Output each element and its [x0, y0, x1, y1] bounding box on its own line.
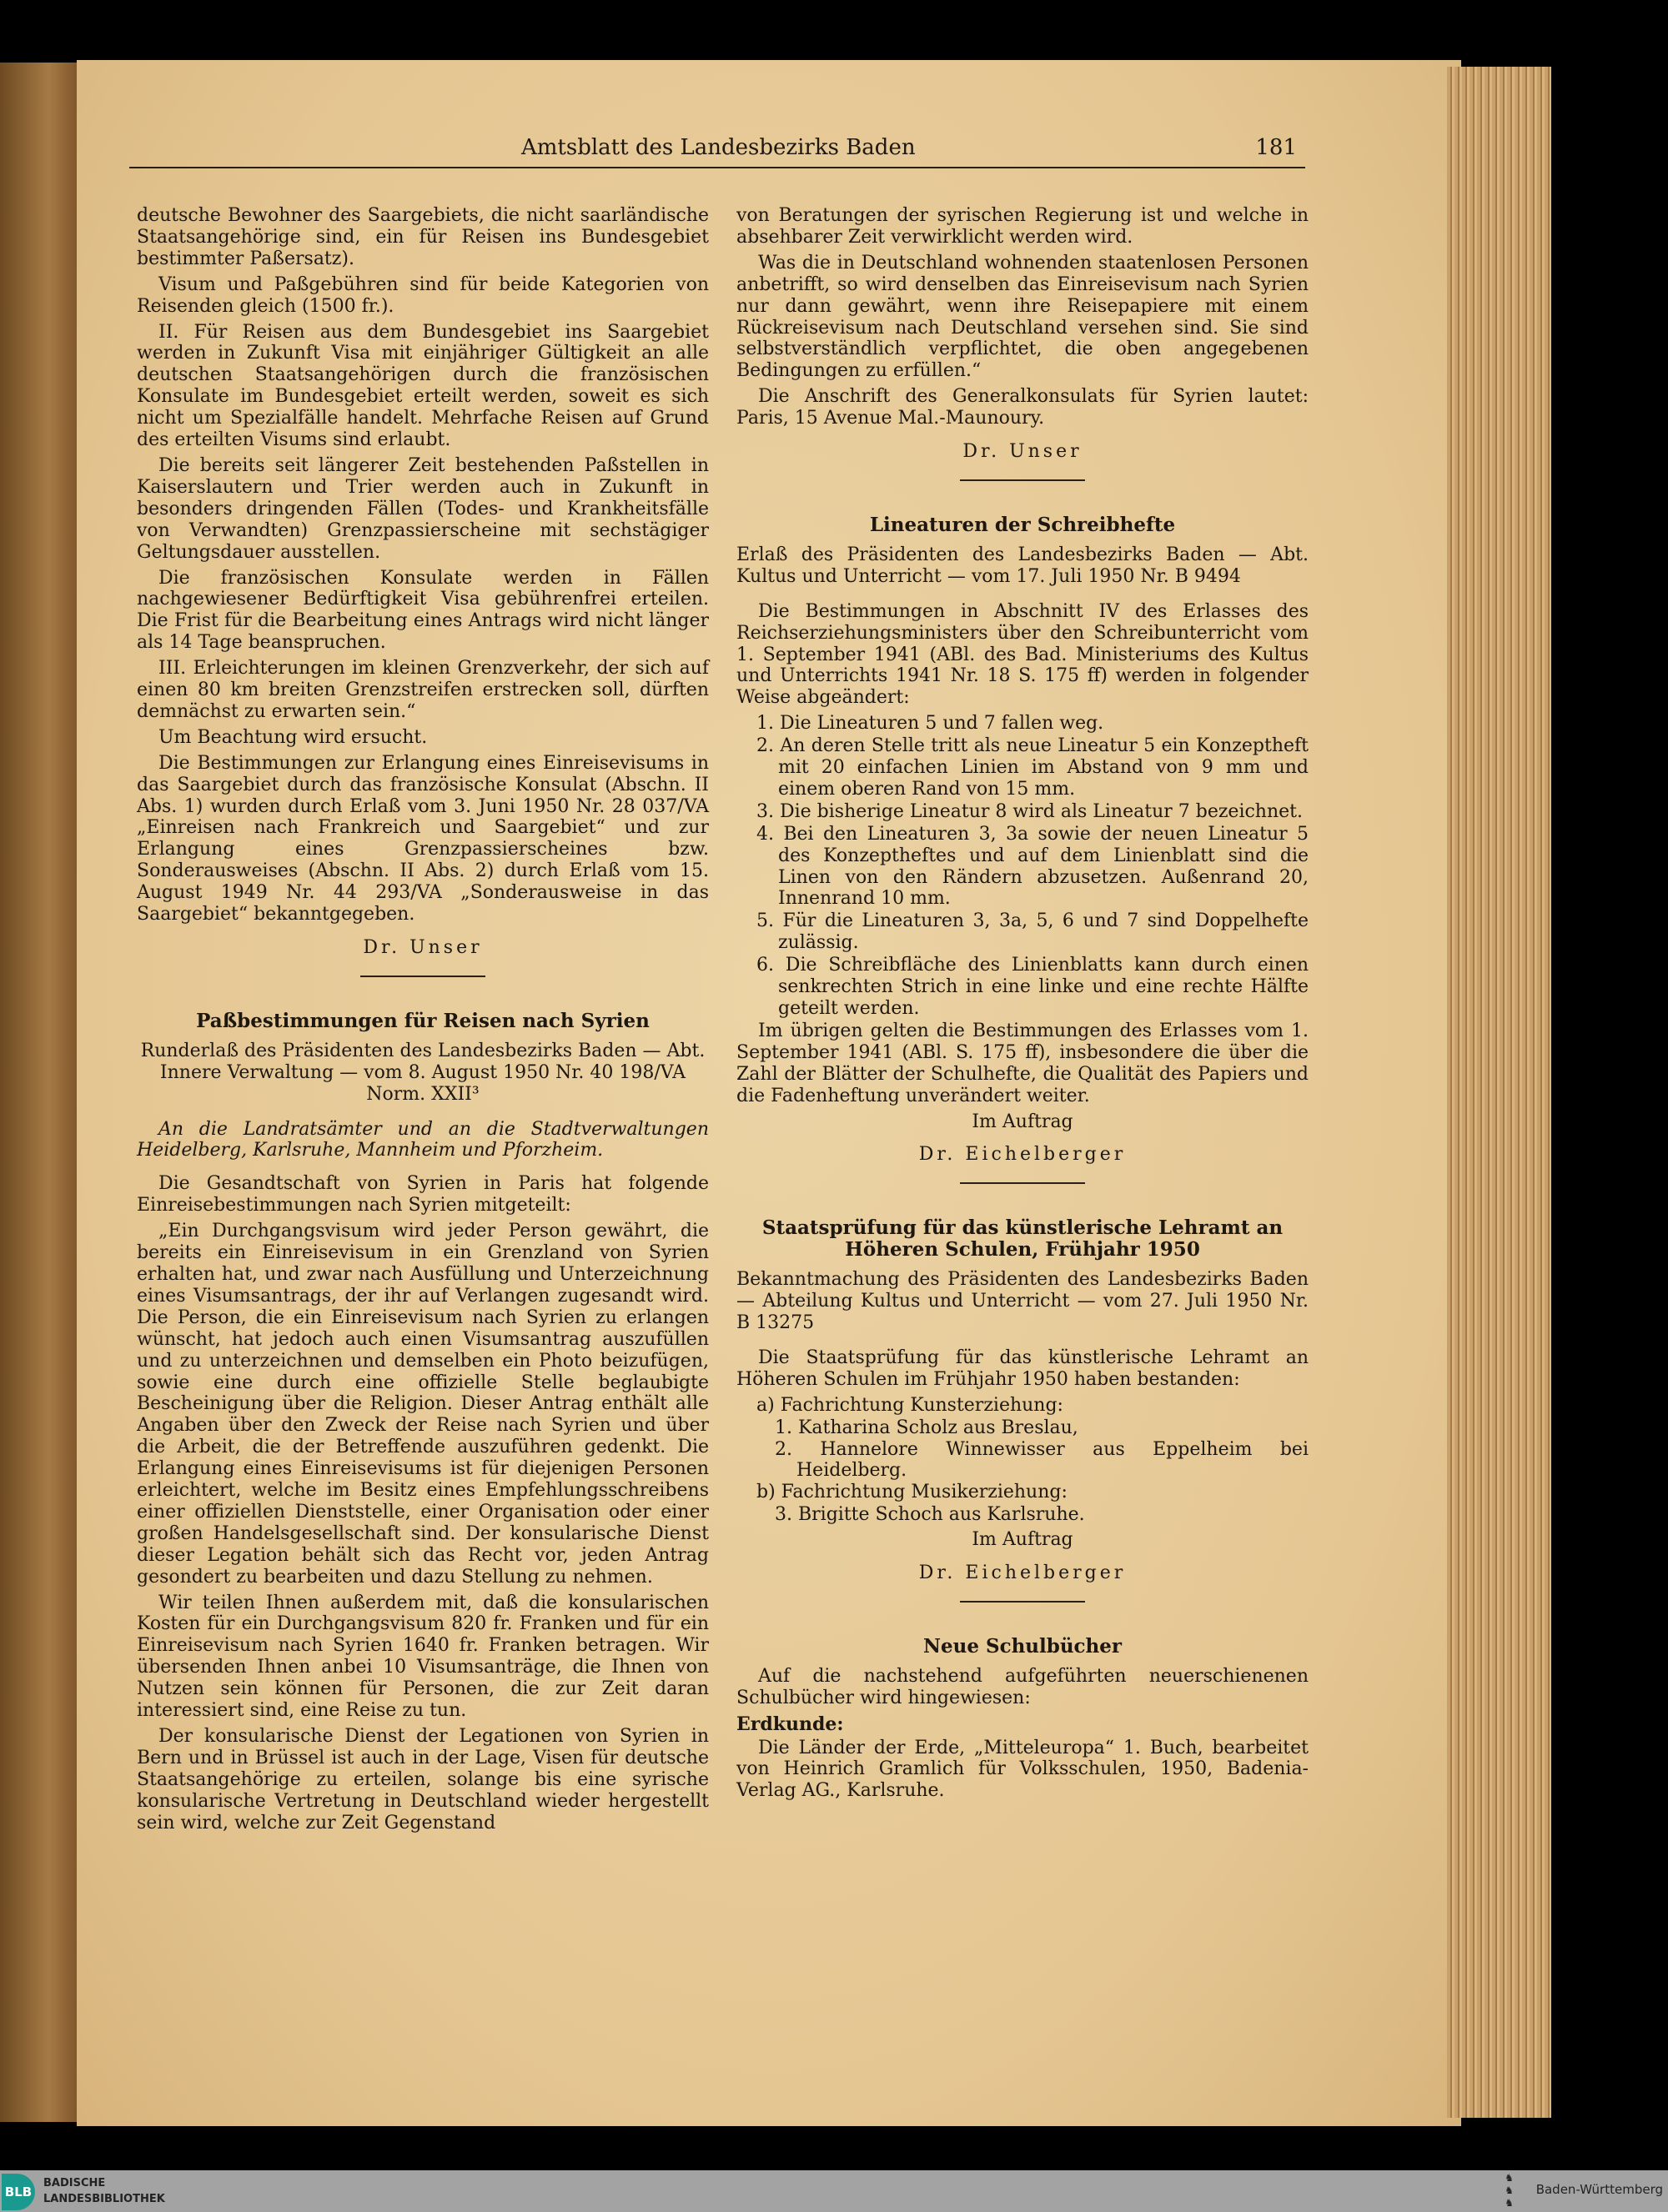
- list-subitem: 1. Katharina Scholz aus Breslau,: [775, 1417, 1078, 1438]
- section-heading: Staatsprüfung für das künstlerische Lehramt an Höheren Schulen, Frühjahr 1950: [761, 1216, 1284, 1261]
- list-subitem: 2. Hannelore Winnewisser aus Eppelheim bei Heidelberg.: [775, 1438, 1309, 1482]
- section-divider: [960, 1601, 1085, 1603]
- library-name: [43, 2175, 165, 2207]
- section-divider: [960, 1182, 1085, 1184]
- signature-line: Im Auftrag: [972, 1529, 1073, 1551]
- paragraph: Um Beachtung wird ersucht.: [158, 726, 428, 748]
- list-item: a) Fachrichtung Kunsterziehung:: [756, 1394, 1063, 1416]
- list-item: 6. Die Schreibfläche des Linienblatts kann durch einen senkrechten Strich in eine linke und eine rechte Hälfte geteilt werden.: [756, 955, 1309, 1019]
- viewer-footer: [0, 2170, 1668, 2212]
- right-column: [736, 205, 1309, 1806]
- paragraph: Visum und Paßgebühren sind für beide Kategorien von Reisenden gleich (1500 fr.).: [137, 273, 709, 317]
- paragraph: Auf die nachstehend aufgeführten neuerschienenen Schulbücher wird hingewiesen:: [736, 1665, 1309, 1708]
- paragraph: deutsche Bewohner des Saargebiets, die nicht saarländische Staatsangehörige sind, ein für Reisen ins Bundesgebiet bestimmter Paßersatz).: [137, 205, 709, 269]
- list-item: 1. Die Lineaturen 5 und 7 fallen weg.: [756, 713, 1104, 735]
- decree-reference: Runderlaß des Präsidenten des Landesbezirks Baden — Abt. Innere Verwaltung — vom 8. August 1950 Nr. 40 198/VA Norm. XXII³: [140, 1040, 706, 1105]
- signature: Dr. Eichelberger: [918, 1562, 1127, 1584]
- library-name-line1: BADISCHE: [43, 2177, 106, 2189]
- paragraph: Die Bestimmungen zur Erlangung eines Einreisevisums in das Saargebiet durch das französische Konsulat (Abschn. II Abs. 1) wurden durch Erlaß vom 3. Juni 1950 Nr. 28 037/VA „Einreisen nach Frankreich und Saargebiet“ und zur Erlangung eines Grenzpassierscheines bzw. Sonderausweises (Abschn. II Abs. 2) durch Erlaß vom 15. August 1949 Nr. 44 293/VA „Sonderausweise in das Saargebiet“ bekanntgegeben.: [137, 752, 709, 925]
- list-item: b) Fachrichtung Musikerziehung:: [756, 1482, 1068, 1503]
- paragraph: von Beratungen der syrischen Regierung ist und welche in absehbarer Zeit verwirklicht werden wird.: [736, 205, 1309, 248]
- section-divider: [960, 479, 1085, 481]
- section-heading: Paßbestimmungen für Reisen nach Syrien: [196, 1009, 650, 1032]
- section-divider: [360, 976, 485, 977]
- signature-line: Im Auftrag: [972, 1111, 1073, 1132]
- addressee-line: An die Landratsämter und an die Stadtverwaltungen Heidelberg, Karlsruhe, Mannheim und Pforzheim.: [137, 1118, 709, 1161]
- state-name[interactable]: Baden-Württemberg: [1535, 2182, 1663, 2197]
- decree-reference: Bekanntmachung des Präsidenten des Landesbezirks Baden — Abteilung Kultus und Unterricht — vom 27. Juli 1950 Nr. B 13275: [736, 1269, 1309, 1333]
- blb-logo[interactable]: BLB: [2, 2174, 35, 2210]
- list-item: 4. Bei den Lineaturen 3, 3a sowie der neuen Lineatur 5 des Konzeptheftes und auf dem Linienblatt sind die Linen von den Rändern abzusetzen. Außenrand 20, Innenrand 10 mm.: [756, 823, 1309, 910]
- page-number: 181: [1255, 135, 1297, 160]
- paragraph: „Ein Durchgangsvisum wird jeder Person gewährt, die bereits ein Einreisevisum in ein Grenzland von Syrien erhalten hat, und zwar nach Ausfüllung und Unterzeichnung eines Visumsantrags, der ihr auf Verlangen zugesandt wird. Die Person, die ein Einreisevisum nach Syrien zu erlangen wünscht, hat jedoch auch einen Visumsantrag auszufüllen und zu unterzeichnen und demselben ein Photo beizufügen, sowie eine durch eine offizielle Stelle beglaubigte Bescheinigung über die Religion. Dieser Antrag enthält alle Angaben über den Zweck der Reise nach Syrien und über die Arbeit, die der Betreffende auszuführen gedenkt. Die Erlangung eines Einreisevisums ist für diejenigen Personen erleichtert, welche im Besitz eines Empfehlungsschreibens einer offiziellen Dienststelle, einer Organisation oder einer großen Handelsgesellschaft sind. Der konsularische Dienst dieser Legation behält sich das Recht vor, jeden Antrag gesondert zu bearbeiten und dazu Stellung zu nehmen.: [137, 1221, 709, 1588]
- list-subitem: 3. Brigitte Schoch aus Karlsruhe.: [775, 1504, 1085, 1526]
- subject-label: Erdkunde:: [736, 1713, 844, 1735]
- section-heading: Neue Schulbücher: [922, 1634, 1123, 1658]
- library-name-line2: LANDESBIBLIOTHEK: [43, 2193, 165, 2205]
- paragraph: II. Für Reisen aus dem Bundesgebiet ins Saargebiet werden in Zukunft Visa mit einjähriger Gültigkeit an alle deutschen Staatsangehörigen durch die französischen Konsulate im Bundesgebiet erteilt werden, soweit es sich nicht um Spezialfälle handelt. Mehrfache Reisen auf Grund des erteilten Visums sind erlaubt.: [137, 321, 709, 451]
- paragraph: Was die in Deutschland wohnenden staatenlosen Personen anbetrifft, so wird denselben das Einreisevisum nach Syrien nur dann gewährt, wenn ihre Reisepapiere mit einem Rückreisevisum nach Deutschland versehen sind. Sie sind selbstverständlich verpflichtet, die oben angegebenen Bedingungen zu erfüllen.“: [736, 252, 1309, 382]
- page-stack-edges: [1447, 67, 1551, 2118]
- paragraph: Wir teilen Ihnen außerdem mit, daß die konsularischen Kosten für ein Durchgangsvisum 820 fr. Franken und für ein Einreisevisum nach Syrien 1640 fr. Franken betragen. Wir übersenden Ihnen anbei 10 Visumsanträge, die Ihnen von Nutzen sein können für Personen, die zur Zeit daran interessiert sind, eine Reise zu tun.: [137, 1592, 709, 1722]
- paragraph: Im übrigen gelten die Bestimmungen des Erlasses vom 1. September 1941 (ABl. S. 175 ff), insbesondere die über die Zahl der Blätter der Schulhefte, die Qualität des Papiers und die Fadenheftung unverändert weiter.: [736, 1020, 1309, 1106]
- paragraph: Die Länder der Erde, „Mitteleuropa“ 1. Buch, bearbeitet von Heinrich Gramlich für Volksschulen, 1950, Badenia-Verlag AG., Karlsruhe.: [736, 1737, 1309, 1802]
- paragraph: Die bereits seit längerer Zeit bestehenden Paßstellen in Kaiserslautern und Trier werden auch in Zukunft in besonders dringenden Fällen (Todes- und Krankheitsfälle von Verwandten) Grenzpassierscheine mit sechstägiger Geltungsdauer ausstellen.: [137, 454, 709, 563]
- paragraph: Die Gesandtschaft von Syrien in Paris hat folgende Einreisebestimmungen nach Syrien mitgeteilt:: [137, 1173, 709, 1216]
- lions-crest-icon: ♞ ♞ ♞: [1505, 2172, 1514, 2209]
- paragraph: Der konsularische Dienst der Legationen von Syrien in Bern und in Brüssel ist auch in der Lage, Visen für deutsche Staatsangehörige zu erteilen, solange bis eine syrische konsularische Vertretung in Deutschland wieder hergestellt sein wird, welche zur Zeit Gegenstand: [137, 1726, 709, 1833]
- publication-title: Amtsblatt des Landesbezirks Baden: [521, 135, 916, 160]
- list-item: 5. Für die Lineaturen 3, 3a, 5, 6 und 7 sind Doppelhefte zulässig.: [756, 910, 1309, 954]
- paragraph: Die Staatsprüfung für das künstlerische Lehramt an Höheren Schulen im Frühjahr 1950 haben bestanden:: [736, 1347, 1309, 1390]
- decree-reference: Erlaß des Präsidenten des Landesbezirks Baden — Abt. Kultus und Unterricht — vom 17. Juli 1950 Nr. B 9494: [736, 544, 1309, 587]
- section-heading: Lineaturen der Schreibhefte: [869, 513, 1176, 536]
- left-column: [137, 205, 709, 1838]
- signature: Dr. Eichelberger: [918, 1144, 1127, 1166]
- list-item: 3. Die bisherige Lineatur 8 wird als Lineatur 7 bezeichnet.: [756, 800, 1303, 822]
- signature: Dr. Unser: [962, 441, 1083, 463]
- running-header: [129, 133, 1305, 168]
- list-item: 2. An deren Stelle tritt als neue Lineatur 5 ein Konzeptheft mit 20 einfachen Linien im Abstand von 9 mm und einem oberen Rand von 15 mm.: [756, 735, 1309, 800]
- paragraph: Die französischen Konsulate werden in Fällen nachgewiesener Bedürftigkeit Visa gebührenfrei erteilen. Die Frist für die Bearbeitung eines Antrags wird nicht länger als 14 Tage beanspruchen.: [137, 567, 709, 654]
- paragraph: Die Bestimmungen in Abschnitt IV des Erlasses des Reichserziehungsministers über den Schreibunterricht vom 1. September 1941 (ABl. des Bad. Ministeriums des Kultus und Unterrichts 1941 Nr. 18 S. 175 ff) werden in folgender Weise abgeändert:: [736, 600, 1309, 709]
- facing-page-edge: [0, 63, 82, 2122]
- paragraph: III. Erleichterungen im kleinen Grenzverkehr, der sich auf einen 80 km breiten Grenzstreifen erstrecken soll, dürften demnächst zu erwarten sein.“: [137, 658, 709, 722]
- paragraph: Die Anschrift des Generalkonsulats für Syrien lautet: Paris, 15 Avenue Mal.-Maunoury.: [736, 386, 1309, 429]
- signature: Dr. Unser: [363, 937, 483, 958]
